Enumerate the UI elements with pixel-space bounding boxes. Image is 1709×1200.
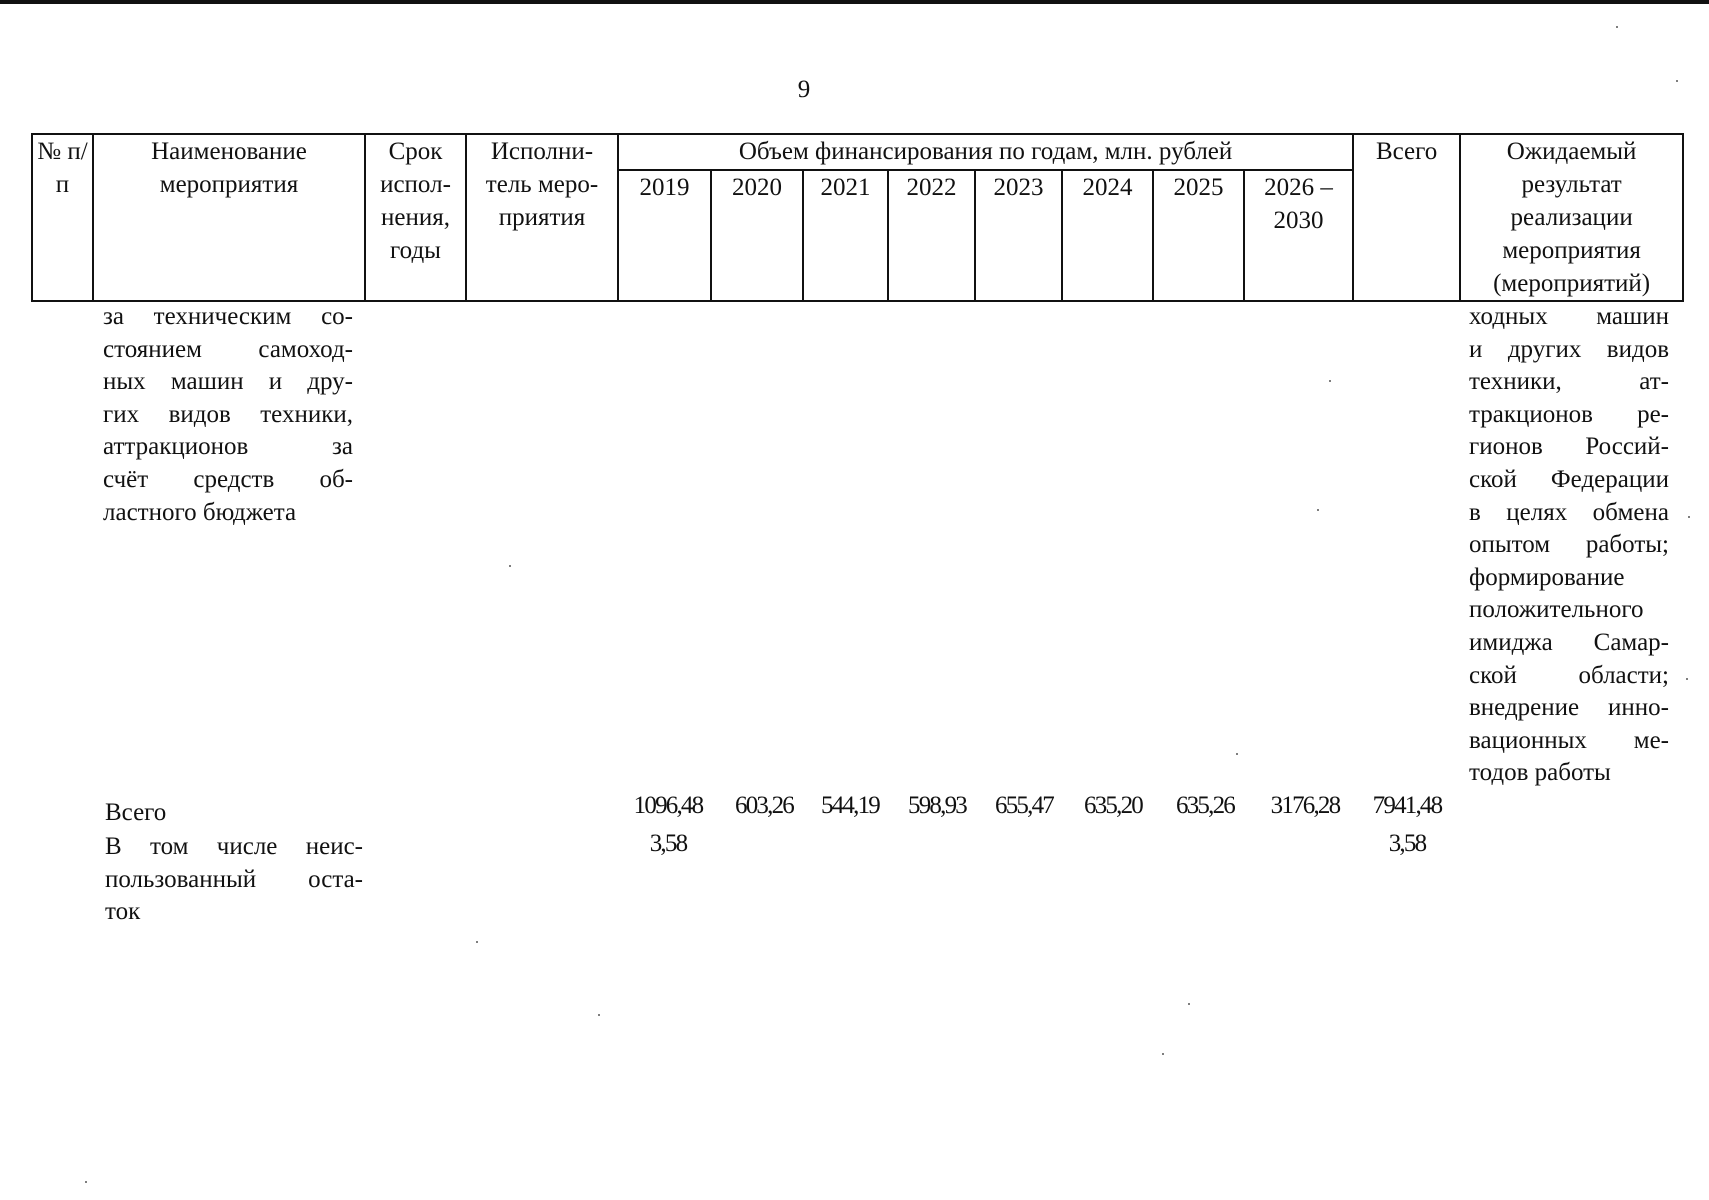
measure-name-continuation: за техническим со- стоянием самоход- ных машин и дру- гих видов техники, аттракционов за счёт средств об- ластного бюджета: [103, 303, 353, 526]
totals-label: Всего: [105, 799, 167, 826]
total-2025: 635,26: [1176, 792, 1234, 819]
header-executor: Исполни-тель меро-приятия: [466, 134, 618, 301]
header-year: 2022: [888, 170, 975, 301]
scan-speck: [476, 941, 478, 943]
scan-speck: [1676, 80, 1678, 82]
header-total: Всего: [1353, 134, 1460, 301]
header-year: 2025: [1153, 170, 1244, 301]
scan-top-border: [0, 0, 1709, 4]
scan-speck: [509, 565, 511, 567]
page-number: 9: [797, 76, 811, 103]
total-2021: 544,19: [821, 792, 879, 819]
unused-balance-2019: 3,58: [649, 830, 687, 857]
scan-speck: [1162, 1053, 1164, 1055]
header-funding: Объем финансирования по годам, млн. рублей: [618, 134, 1353, 170]
unused-balance-label: В том числе неис- пользованный оста- ток: [105, 833, 363, 926]
scan-speck: [1329, 380, 1331, 382]
header-year: 2026 – 2030: [1244, 170, 1353, 301]
total-2022: 598,93: [908, 792, 966, 819]
total-2023: 655,47: [995, 792, 1053, 819]
header-year: 2020: [711, 170, 803, 301]
total-2020: 603,26: [735, 792, 793, 819]
scan-speck: [1317, 509, 1319, 511]
header-num: № п/п: [32, 134, 93, 301]
total-2026-2030: 3176,28: [1270, 792, 1340, 819]
scan-speck: [1188, 1003, 1190, 1005]
total-sum: 7941,48: [1372, 792, 1442, 819]
scan-speck: [85, 1181, 87, 1183]
scan-speck: [1616, 26, 1618, 28]
header-year: 2024: [1062, 170, 1153, 301]
expected-result-continuation: ходных машин и других видов техники, ат- тракционов ре- гионов Россий- ской Федерации в целях обмена опытом работы; формирование положительного имиджа Самар- ской области; внедрение инно- вационных ме- тодов работы: [1469, 303, 1669, 787]
scan-speck: [1236, 753, 1238, 755]
header-year: 2023: [975, 170, 1062, 301]
header-year: 2019: [618, 170, 711, 301]
header-name: Наименование мероприятия: [93, 134, 365, 301]
unused-balance-sum: 3,58: [1388, 830, 1426, 857]
table-header: [31, 133, 1684, 302]
total-2024: 635,20: [1084, 792, 1142, 819]
header-result: Ожидаемый результат реализации мероприятия (мероприятий): [1460, 134, 1683, 301]
scan-speck: [598, 1014, 600, 1016]
total-2019: 1096,48: [633, 792, 703, 819]
scan-speck: [1686, 678, 1688, 680]
header-term: Срок испол-нения, годы: [365, 134, 466, 301]
header-year: 2021: [803, 170, 888, 301]
scan-speck: [1688, 516, 1690, 518]
